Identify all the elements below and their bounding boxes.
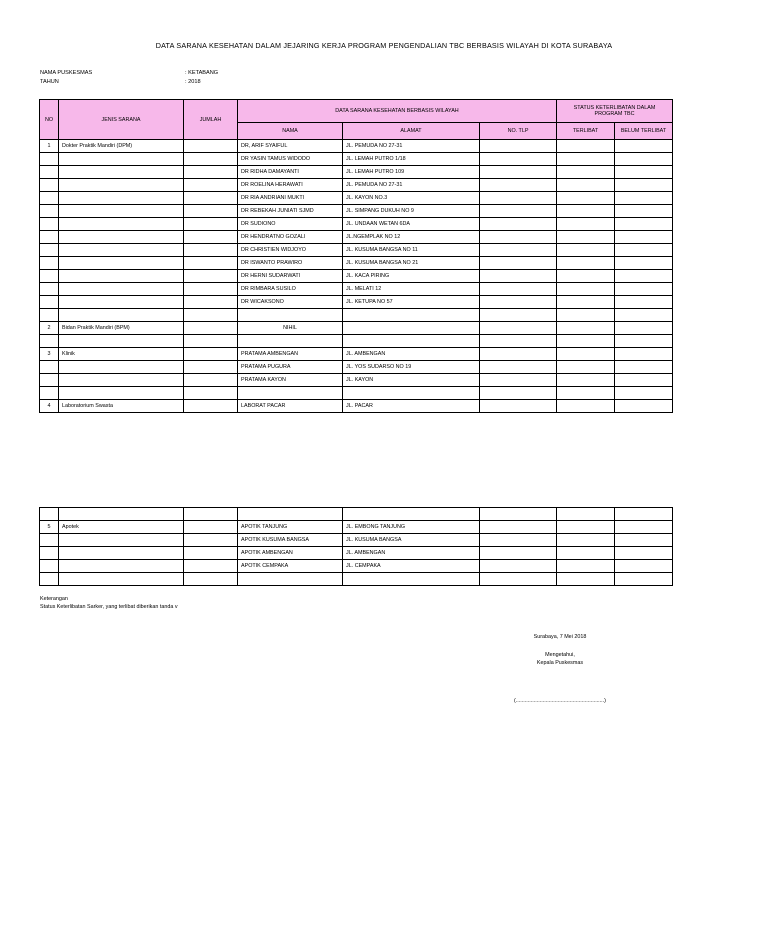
- row-alamat: [343, 387, 480, 400]
- row-no: [40, 508, 59, 521]
- row-terlibat: [557, 166, 615, 179]
- row-jenis-sarana: [59, 166, 184, 179]
- header-jenis-sarana: JENIS SARANA: [59, 100, 184, 140]
- row-no: [40, 387, 59, 400]
- row-no: [40, 244, 59, 257]
- row-no-tlp: [480, 547, 557, 560]
- table-row: [40, 573, 673, 586]
- row-alamat: JL. KUSUMA BANGSA NO 11: [343, 244, 480, 257]
- table-row: [40, 348, 673, 361]
- row-jenis-sarana: [59, 335, 184, 348]
- table-row: [40, 309, 673, 322]
- row-no-tlp: [480, 218, 557, 231]
- table-row: [40, 140, 673, 153]
- row-jenis-sarana: [59, 374, 184, 387]
- row-no-tlp: [480, 322, 557, 335]
- signature-place-date: Surabaya, 7 Mei 2018: [533, 634, 587, 640]
- row-terlibat: [557, 573, 615, 586]
- row-belum-terlibat: [615, 387, 673, 400]
- row-no-tlp: [480, 296, 557, 309]
- row-alamat: JL. MELATI 12: [343, 283, 480, 296]
- row-nama: DR RIA ANDRIANI MUKTI: [238, 192, 343, 205]
- row-belum-terlibat: [615, 374, 673, 387]
- row-no: [40, 270, 59, 283]
- row-jumlah: [184, 573, 238, 586]
- document-title: DATA SARANA KESEHATAN DALAM JEJARING KERJA PROGRAM PENGENDALIAN TBC BERBASIS WILAYAH DI KOTA SURABAYA: [155, 41, 613, 50]
- table-row: [40, 387, 673, 400]
- row-jenis-sarana: [59, 153, 184, 166]
- row-alamat: JL. LEMAH PUTRO 1/18: [343, 153, 480, 166]
- row-no: 4: [40, 400, 59, 413]
- row-alamat: JL. KETUPA NO 57: [343, 296, 480, 309]
- keterangan-status-note: Status Keterlibatan Sarker, yang terlibat diberikan tanda v: [40, 604, 178, 610]
- row-belum-terlibat: [615, 534, 673, 547]
- header-status-keterlibatan: STATUS KETERLIBATAN DALAM PROGRAM TBC: [557, 100, 673, 123]
- tahun-row: [40, 79, 201, 85]
- row-belum-terlibat: [615, 361, 673, 374]
- row-terlibat: [557, 374, 615, 387]
- row-belum-terlibat: [615, 244, 673, 257]
- row-no-tlp: [480, 573, 557, 586]
- row-jumlah: [184, 387, 238, 400]
- row-terlibat: [557, 192, 615, 205]
- row-nama: DR HERNI SUDARWATI: [238, 270, 343, 283]
- row-nama: APOTIK CEMPAKA: [238, 560, 343, 573]
- row-alamat: [343, 335, 480, 348]
- row-no-tlp: [480, 309, 557, 322]
- row-terlibat: [557, 153, 615, 166]
- tahun-label: TAHUN: [40, 79, 59, 85]
- row-jenis-sarana: [59, 560, 184, 573]
- row-alamat: JL. AMBENGAN: [343, 547, 480, 560]
- row-nama: APOTIK AMBENGAN: [238, 547, 343, 560]
- header-jumlah: JUMLAH: [184, 100, 238, 140]
- row-jumlah: [184, 547, 238, 560]
- row-alamat: JL.NGEMPLAK NO 12: [343, 231, 480, 244]
- row-no: [40, 153, 59, 166]
- row-no-tlp: [480, 166, 557, 179]
- row-terlibat: [557, 387, 615, 400]
- row-no-tlp: [480, 153, 557, 166]
- row-belum-terlibat: [615, 560, 673, 573]
- row-alamat: JL. CEMPAKA: [343, 560, 480, 573]
- row-no-tlp: [480, 257, 557, 270]
- table-row: [40, 257, 673, 270]
- row-belum-terlibat: [615, 547, 673, 560]
- row-nama: LABORAT PACAR: [238, 400, 343, 413]
- row-no: [40, 534, 59, 547]
- row-jenis-sarana: Apotek: [59, 521, 184, 534]
- row-no-tlp: [480, 534, 557, 547]
- header-belum-terlibat: BELUM TERLIBAT: [615, 123, 673, 140]
- row-terlibat: [557, 508, 615, 521]
- row-no: [40, 257, 59, 270]
- row-terlibat: [557, 309, 615, 322]
- table-row: [40, 361, 673, 374]
- row-terlibat: [557, 257, 615, 270]
- row-alamat: JL. KUSUMA BANGSA NO 21: [343, 257, 480, 270]
- row-belum-terlibat: [615, 348, 673, 361]
- row-no-tlp: [480, 374, 557, 387]
- row-no-tlp: [480, 140, 557, 153]
- row-terlibat: [557, 361, 615, 374]
- row-no-tlp: [480, 508, 557, 521]
- row-alamat: [343, 508, 480, 521]
- row-jenis-sarana: Dokter Praktik Mandiri (DPM): [59, 140, 184, 153]
- row-nama: DR REBEKAH JUNIATI SJMD: [238, 205, 343, 218]
- row-no-tlp: [480, 348, 557, 361]
- row-belum-terlibat: [615, 521, 673, 534]
- row-alamat: JL. PEMUDA NO 27-31: [343, 140, 480, 153]
- header-terlibat: TERLIBAT: [557, 123, 615, 140]
- row-jumlah: [184, 348, 238, 361]
- row-nama: PRATAMA PUGURA: [238, 361, 343, 374]
- row-nama: [238, 387, 343, 400]
- row-jumlah: [184, 192, 238, 205]
- row-jenis-sarana: [59, 283, 184, 296]
- row-belum-terlibat: [615, 335, 673, 348]
- row-jumlah: [184, 283, 238, 296]
- row-jenis-sarana: Laboratorium Swasta: [59, 400, 184, 413]
- row-alamat: JL. YOS SUDARSO NO 19: [343, 361, 480, 374]
- row-alamat: JL. SIMPANG DUKUH NO 9: [343, 205, 480, 218]
- row-no-tlp: [480, 335, 557, 348]
- row-jenis-sarana: [59, 573, 184, 586]
- row-terlibat: [557, 400, 615, 413]
- row-no: [40, 218, 59, 231]
- row-jenis-sarana: [59, 218, 184, 231]
- row-no: [40, 166, 59, 179]
- row-jenis-sarana: [59, 192, 184, 205]
- row-no: 5: [40, 521, 59, 534]
- table-row: [40, 283, 673, 296]
- row-no-tlp: [480, 179, 557, 192]
- row-alamat: [343, 309, 480, 322]
- row-terlibat: [557, 521, 615, 534]
- row-nama: [238, 335, 343, 348]
- row-jumlah: [184, 322, 238, 335]
- row-jenis-sarana: [59, 547, 184, 560]
- row-terlibat: [557, 534, 615, 547]
- signature-line: (...........................................................): [514, 698, 606, 704]
- row-jumlah: [184, 218, 238, 231]
- table-row: [40, 166, 673, 179]
- row-jenis-sarana: [59, 534, 184, 547]
- row-belum-terlibat: [615, 400, 673, 413]
- row-jumlah: [184, 140, 238, 153]
- row-jumlah: [184, 244, 238, 257]
- row-jenis-sarana: [59, 205, 184, 218]
- table-row: [40, 547, 673, 560]
- row-jumlah: [184, 309, 238, 322]
- row-alamat: [343, 322, 480, 335]
- row-no: [40, 179, 59, 192]
- row-nama: APOTIK KUSUMA BANGSA: [238, 534, 343, 547]
- row-alamat: JL. AMBENGAN: [343, 348, 480, 361]
- row-jumlah: [184, 534, 238, 547]
- row-belum-terlibat: [615, 508, 673, 521]
- table-row: [40, 205, 673, 218]
- row-no: [40, 231, 59, 244]
- signature-kepala-puskesmas: Kepala Puskesmas: [536, 660, 584, 666]
- row-belum-terlibat: [615, 296, 673, 309]
- row-jumlah: [184, 560, 238, 573]
- row-terlibat: [557, 231, 615, 244]
- row-alamat: JL. PEMUDA NO 27-31: [343, 179, 480, 192]
- row-jumlah: [184, 361, 238, 374]
- row-no-tlp: [480, 205, 557, 218]
- row-no: [40, 361, 59, 374]
- row-terlibat: [557, 270, 615, 283]
- row-nama: PRATAMA AMBENGAN: [238, 348, 343, 361]
- row-belum-terlibat: [615, 179, 673, 192]
- row-no: [40, 296, 59, 309]
- row-no: [40, 192, 59, 205]
- row-nama: APOTIK TANJUNG: [238, 521, 343, 534]
- row-belum-terlibat: [615, 309, 673, 322]
- table-row: [40, 560, 673, 573]
- row-nama: DR RIDHA DAMAYANTI: [238, 166, 343, 179]
- row-nama: NIHIL: [238, 322, 343, 335]
- row-jumlah: [184, 335, 238, 348]
- row-no-tlp: [480, 521, 557, 534]
- row-no-tlp: [480, 361, 557, 374]
- row-no-tlp: [480, 192, 557, 205]
- row-terlibat: [557, 547, 615, 560]
- row-terlibat: [557, 335, 615, 348]
- header-no-tlp: NO. TLP: [480, 123, 557, 140]
- sarana-table-continued: [39, 507, 673, 586]
- row-nama: DR, ARIF SYAIFUL: [238, 140, 343, 153]
- row-no: [40, 560, 59, 573]
- header-no: NO: [40, 100, 59, 140]
- row-jumlah: [184, 205, 238, 218]
- row-alamat: JL. KAYON: [343, 374, 480, 387]
- row-jenis-sarana: [59, 179, 184, 192]
- row-no-tlp: [480, 231, 557, 244]
- table-row: [40, 521, 673, 534]
- row-terlibat: [557, 205, 615, 218]
- table-row: [40, 400, 673, 413]
- row-terlibat: [557, 244, 615, 257]
- row-no: [40, 547, 59, 560]
- row-jumlah: [184, 270, 238, 283]
- table-row: [40, 153, 673, 166]
- row-nama: DR WICAKSONO: [238, 296, 343, 309]
- header-nama: NAMA: [238, 123, 343, 140]
- row-belum-terlibat: [615, 231, 673, 244]
- row-terlibat: [557, 283, 615, 296]
- row-belum-terlibat: [615, 218, 673, 231]
- row-jumlah: [184, 508, 238, 521]
- row-alamat: JL. PACAR: [343, 400, 480, 413]
- row-terlibat: [557, 322, 615, 335]
- row-jenis-sarana: [59, 296, 184, 309]
- row-belum-terlibat: [615, 192, 673, 205]
- row-nama: [238, 573, 343, 586]
- puskesmas-row: [40, 70, 218, 76]
- table-row: [40, 534, 673, 547]
- row-no: [40, 335, 59, 348]
- row-jumlah: [184, 257, 238, 270]
- table-row: [40, 335, 673, 348]
- row-jenis-sarana: [59, 231, 184, 244]
- row-alamat: [343, 573, 480, 586]
- row-no-tlp: [480, 387, 557, 400]
- table-row: [40, 508, 673, 521]
- row-belum-terlibat: [615, 166, 673, 179]
- row-alamat: JL. UNDAAN WETAN 6DA: [343, 218, 480, 231]
- row-belum-terlibat: [615, 257, 673, 270]
- row-jenis-sarana: [59, 244, 184, 257]
- row-belum-terlibat: [615, 205, 673, 218]
- row-jenis-sarana: Klinik: [59, 348, 184, 361]
- row-nama: PRATAMA KAYON: [238, 374, 343, 387]
- row-no-tlp: [480, 244, 557, 257]
- row-jumlah: [184, 231, 238, 244]
- row-alamat: JL. KUSUMA BANGSA: [343, 534, 480, 547]
- row-belum-terlibat: [615, 270, 673, 283]
- row-no-tlp: [480, 283, 557, 296]
- header-alamat: ALAMAT: [343, 123, 480, 140]
- row-jenis-sarana: [59, 257, 184, 270]
- row-no-tlp: [480, 560, 557, 573]
- table-row: [40, 322, 673, 335]
- row-nama: DR YASIN TAMUS WIDODO: [238, 153, 343, 166]
- row-no: 3: [40, 348, 59, 361]
- row-belum-terlibat: [615, 140, 673, 153]
- signature-mengetahui: Mengetahui,: [545, 652, 575, 658]
- row-nama: DR SUDIONO: [238, 218, 343, 231]
- row-belum-terlibat: [615, 322, 673, 335]
- row-no: [40, 573, 59, 586]
- table-row: [40, 192, 673, 205]
- table-row: [40, 270, 673, 283]
- keterangan-label: Keterangan: [40, 596, 68, 602]
- row-belum-terlibat: [615, 283, 673, 296]
- row-terlibat: [557, 218, 615, 231]
- row-terlibat: [557, 560, 615, 573]
- row-nama: DR RIMBARA SUSILO: [238, 283, 343, 296]
- row-jenis-sarana: [59, 387, 184, 400]
- row-no-tlp: [480, 270, 557, 283]
- row-terlibat: [557, 348, 615, 361]
- row-jenis-sarana: [59, 361, 184, 374]
- row-belum-terlibat: [615, 573, 673, 586]
- row-jenis-sarana: [59, 309, 184, 322]
- row-no: 1: [40, 140, 59, 153]
- row-no: [40, 309, 59, 322]
- row-nama: [238, 309, 343, 322]
- table-row: [40, 179, 673, 192]
- table-row: [40, 231, 673, 244]
- row-jenis-sarana: [59, 508, 184, 521]
- header-data-sarana: DATA SARANA KESEHATAN BERBASIS WILAYAH: [238, 100, 557, 123]
- row-jenis-sarana: [59, 270, 184, 283]
- row-jumlah: [184, 521, 238, 534]
- row-jumlah: [184, 374, 238, 387]
- row-jenis-sarana: Bidan Praktik Mandiri (BPM): [59, 322, 184, 335]
- row-jumlah: [184, 153, 238, 166]
- table-row: [40, 374, 673, 387]
- row-no-tlp: [480, 400, 557, 413]
- row-nama: DR HENDRATNO GOZALI: [238, 231, 343, 244]
- row-nama: DR CHRISTIEN WIDJOYO: [238, 244, 343, 257]
- row-alamat: JL. LEMAH PUTRO 109: [343, 166, 480, 179]
- table-row: [40, 244, 673, 257]
- row-terlibat: [557, 140, 615, 153]
- row-jumlah: [184, 400, 238, 413]
- tahun-value: : 2018: [185, 79, 201, 85]
- table-row: [40, 296, 673, 309]
- puskesmas-value: : KETABANG: [185, 70, 219, 76]
- row-terlibat: [557, 179, 615, 192]
- row-alamat: JL. KACA PIRING: [343, 270, 480, 283]
- row-alamat: JL. EMBONG TANJUNG: [343, 521, 480, 534]
- row-no: [40, 374, 59, 387]
- row-no: [40, 205, 59, 218]
- row-jumlah: [184, 166, 238, 179]
- row-nama: DR ROELINA HERAWATI: [238, 179, 343, 192]
- row-jumlah: [184, 179, 238, 192]
- table-row: [40, 218, 673, 231]
- row-terlibat: [557, 296, 615, 309]
- row-nama: [238, 508, 343, 521]
- row-no: [40, 283, 59, 296]
- sarana-table: [39, 99, 673, 413]
- row-alamat: JL. KAYON NO.3: [343, 192, 480, 205]
- row-belum-terlibat: [615, 153, 673, 166]
- row-no: 2: [40, 322, 59, 335]
- row-nama: DR ISWANTO PRAWIRO: [238, 257, 343, 270]
- row-jumlah: [184, 296, 238, 309]
- puskesmas-label: NAMA PUSKESMAS: [40, 70, 93, 76]
